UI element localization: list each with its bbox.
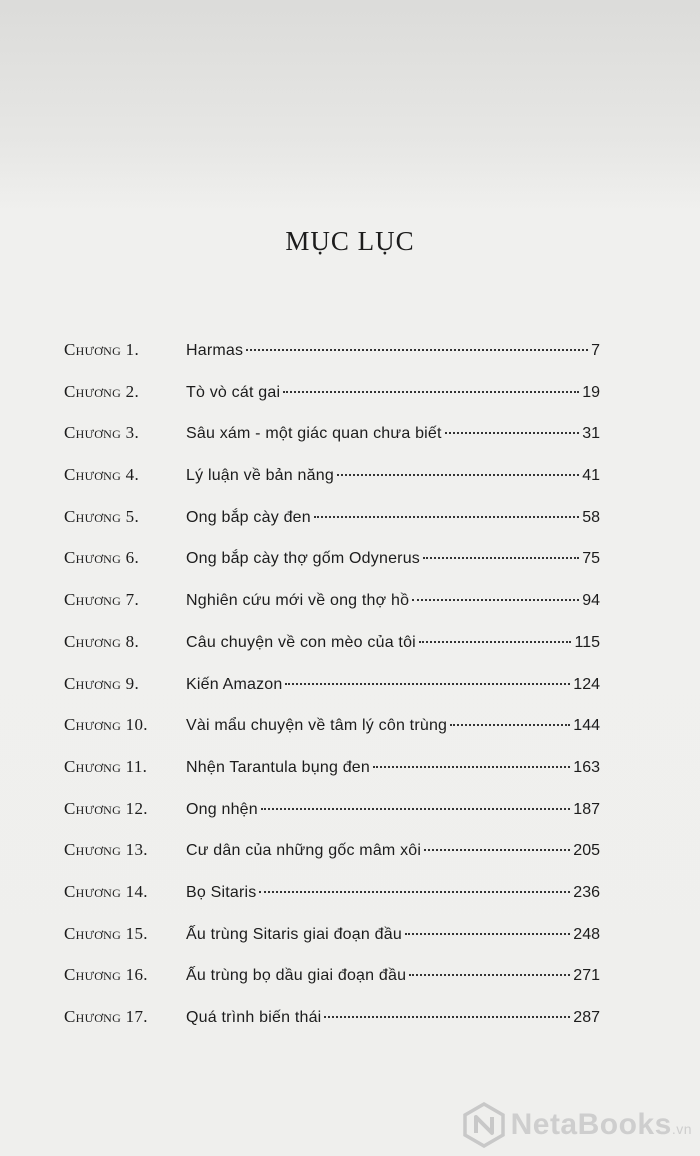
watermark-text xyxy=(511,1108,692,1142)
page-number: 144 xyxy=(573,717,600,735)
chapter-label: Chương 11. xyxy=(64,756,148,776)
chapter-title: Ong bắp cày đen xyxy=(186,508,311,526)
toc-entry xyxy=(64,882,600,924)
chapter-title: Tò vò cát gai xyxy=(186,383,281,401)
toc-entry xyxy=(64,382,600,424)
page-top-shadow xyxy=(0,0,700,205)
chapter-title: Lý luận về bản năng xyxy=(186,467,334,485)
dot-leader xyxy=(424,849,570,851)
toc-entry xyxy=(64,715,600,757)
chapter-label: Chương 17. xyxy=(64,1007,148,1026)
chapter-label: Chương 15. xyxy=(64,923,148,943)
chapter-label: Chương 14. xyxy=(64,881,148,901)
chapter-label: Chương 10. xyxy=(64,715,148,735)
dot-leader xyxy=(337,474,579,476)
page-number: 236 xyxy=(573,883,600,901)
chapter-title: Câu chuyện về con mèo của tôi xyxy=(186,633,416,651)
toc-entry xyxy=(64,965,600,1007)
page-number: 163 xyxy=(573,758,600,776)
watermark-brand: NetaBooks xyxy=(510,1108,672,1141)
watermark xyxy=(461,1102,692,1148)
page-number: 75 xyxy=(582,550,600,568)
toc-entry xyxy=(64,1007,600,1049)
chapter-title: Ong nhện xyxy=(186,800,258,818)
chapter-title: Cư dân của những gốc mâm xôi xyxy=(186,842,422,860)
toc-entry xyxy=(64,799,600,841)
page-number: 248 xyxy=(573,925,600,943)
toc-entry xyxy=(64,548,600,590)
chapter-title: Ong bắp cày thợ gốm Odynerus xyxy=(186,550,420,568)
page-number: 41 xyxy=(582,467,600,485)
toc-entry xyxy=(64,757,600,799)
page-number: 124 xyxy=(573,675,600,693)
page-number: 205 xyxy=(573,842,600,860)
dot-leader xyxy=(445,432,580,434)
toc-entry xyxy=(64,340,600,382)
page-number: 287 xyxy=(573,1009,600,1026)
dot-leader xyxy=(246,349,588,351)
dot-leader xyxy=(419,641,572,643)
page-number: 31 xyxy=(582,425,600,443)
toc-entry xyxy=(64,840,600,882)
chapter-label: Chương 16. xyxy=(64,965,148,985)
watermark-suffix: .vn xyxy=(671,1121,692,1137)
toc-entry xyxy=(64,924,600,966)
page-number: 58 xyxy=(582,508,600,526)
page-number: 7 xyxy=(591,342,600,359)
toc-entry xyxy=(64,465,600,507)
netabooks-logo-icon xyxy=(461,1102,507,1148)
chapter-label: Chương 8. xyxy=(64,631,140,651)
chapter-label: Chương 2. xyxy=(64,381,140,401)
chapter-label: Chương 1. xyxy=(64,340,140,359)
dot-leader xyxy=(261,808,570,810)
page-number: 115 xyxy=(574,633,600,651)
chapter-title: Vài mẩu chuyện về tâm lý côn trùng xyxy=(186,717,448,735)
page-number: 19 xyxy=(582,383,600,401)
dot-leader xyxy=(314,516,579,518)
chapter-title: Sâu xám - một giác quan chưa biết xyxy=(186,425,442,443)
chapter-title: Ấu trùng bọ dầu giai đoạn đầu xyxy=(186,967,407,985)
dot-leader xyxy=(259,891,570,893)
dot-leader xyxy=(324,1016,570,1018)
toc-entry xyxy=(64,674,600,716)
dot-leader xyxy=(373,766,570,768)
chapter-title: Ấu trùng Sitaris giai đoạn đầu xyxy=(186,925,402,943)
chapter-label: Chương 4. xyxy=(64,465,140,485)
chapter-label: Chương 9. xyxy=(64,673,140,693)
chapter-label: Chương 12. xyxy=(64,798,148,818)
dot-leader xyxy=(283,391,579,393)
page-number: 94 xyxy=(582,592,600,610)
page-number: 187 xyxy=(573,800,600,818)
chapter-label: Chương 7. xyxy=(64,590,140,610)
dot-leader xyxy=(405,933,570,935)
dot-leader xyxy=(409,974,570,976)
chapter-label: Chương 5. xyxy=(64,506,140,526)
chapter-label: Chương 13. xyxy=(64,840,148,860)
dot-leader xyxy=(450,724,570,726)
toc-entry xyxy=(64,507,600,549)
table-of-contents xyxy=(64,340,600,1049)
page-number: 271 xyxy=(573,967,600,985)
toc-entry xyxy=(64,423,600,465)
toc-entry xyxy=(64,632,600,674)
dot-leader xyxy=(412,599,579,601)
dot-leader xyxy=(423,557,579,559)
chapter-title: Bọ Sitaris xyxy=(186,883,257,901)
chapter-title: Quá trình biến thái xyxy=(186,1009,322,1026)
chapter-title: Kiến Amazon xyxy=(186,675,283,693)
chapter-title: Nghiên cứu mới về ong thợ hồ xyxy=(186,592,410,610)
page-title: MỤC LỤC xyxy=(285,226,415,256)
chapter-label: Chương 3. xyxy=(64,423,140,443)
dot-leader xyxy=(285,683,570,685)
chapter-title: Nhện Tarantula bụng đen xyxy=(186,758,371,776)
chapter-label: Chương 6. xyxy=(64,548,140,568)
chapter-title: Harmas xyxy=(186,342,244,359)
toc-entry xyxy=(64,590,600,632)
